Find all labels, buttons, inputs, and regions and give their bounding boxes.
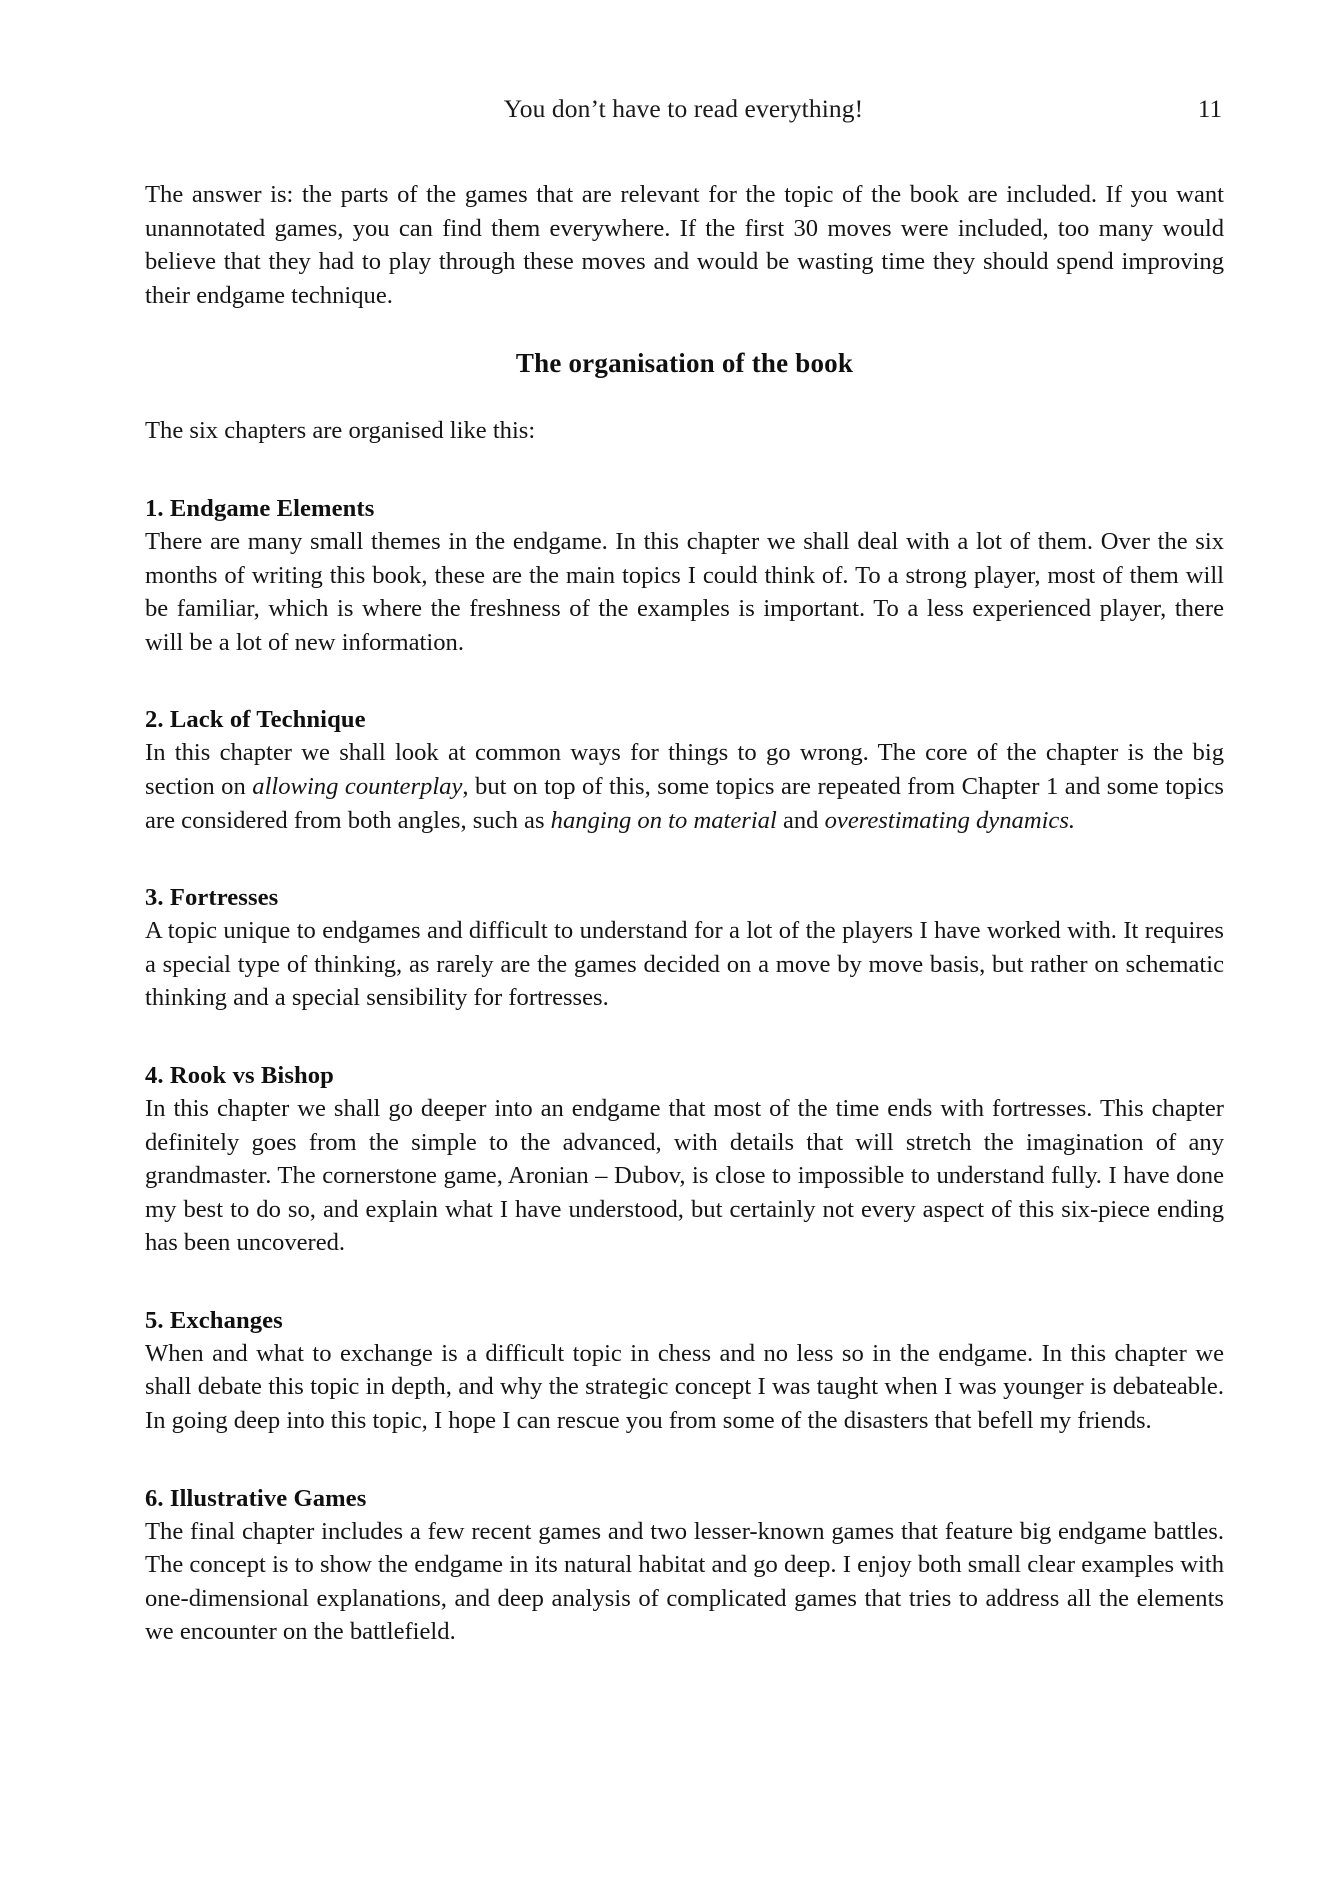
spacer bbox=[145, 659, 1224, 703]
chapter-heading: 6. Illustrative Games bbox=[145, 1484, 367, 1512]
text-run: , but on top of this, some topics are repeated from Chapter 1 and some topics are considered from both angles, such as bbox=[145, 772, 1224, 834]
chapter-heading: 1. Endgame Elements bbox=[145, 494, 375, 522]
text-run: and bbox=[776, 806, 825, 834]
spacer bbox=[145, 380, 1224, 414]
chapter-heading: 2. Lack of Technique bbox=[145, 706, 366, 734]
chapter-paragraph bbox=[145, 1337, 1224, 1438]
emphasised-term: hanging on to material bbox=[550, 806, 777, 834]
chapter-heading: 4. Rook vs Bishop bbox=[145, 1061, 334, 1089]
running-head bbox=[145, 94, 1222, 134]
lead-in-paragraph: The six chapters are organised like this: bbox=[145, 417, 536, 445]
spacer bbox=[145, 448, 1224, 492]
text-run: In this chapter we shall look at common ways for things to go wrong. The core of the chapter is the big section on bbox=[145, 739, 1224, 800]
emphasised-term: allowing counterplay bbox=[252, 772, 463, 800]
chapter-list bbox=[145, 492, 1224, 1649]
chapter-heading: 5. Exchanges bbox=[145, 1306, 283, 1334]
spacer bbox=[145, 1438, 1224, 1482]
chapter-heading: 3. Fortresses bbox=[145, 884, 279, 912]
text-run: When and what to exchange is a difficult topic in chess and no less so in the endgame. In this chapter we shall debate this topic in depth, and why the strategic concept I was taught when I was younger is debateable. In going deep into this topic, I hope I can rescue you from some of the disasters that befell my friends. bbox=[145, 1339, 1224, 1435]
text-run: The final chapter includes a few recent games and two lesser-known games that feature big endgame battles. The concept is to show the endgame in its natural habitat and go deep. I enjoy both small clear examples with one-dimensional explanations, and deep analysis of complicated games that tries to address all the elements we encounter on the battlefield. bbox=[145, 1517, 1224, 1646]
chapter-paragraph bbox=[145, 736, 1224, 837]
emphasised-term: overestimating dynamics. bbox=[824, 806, 1076, 834]
spacer bbox=[145, 837, 1224, 881]
spacer bbox=[145, 1015, 1224, 1059]
spacer bbox=[145, 1260, 1224, 1304]
text-block bbox=[145, 178, 1224, 1649]
chapter-paragraph bbox=[145, 1092, 1224, 1260]
spacer bbox=[145, 312, 1224, 346]
chapter-paragraph bbox=[145, 1515, 1224, 1649]
chapter-paragraph bbox=[145, 914, 1224, 1015]
text-run: There are many small themes in the endgame. In this chapter we shall deal with a lot of them. Over the six months of writing this book, these are the main topics I could think of. To a strong player, most of them will be familiar, which is where the freshness of the examples is important. To a less experienced player, there will be a lot of new information. bbox=[145, 527, 1224, 656]
text-run: A topic unique to endgames and difficult to understand for a lot of the players I have worked with. It requires a special type of thinking, as rarely are the games decided on a move by move basis, but rather on schematic thinking and a special sensibility for fortresses. bbox=[145, 917, 1224, 1012]
running-head-title: You don’t have to read everything! bbox=[503, 94, 864, 123]
section-heading: The organisation of the book bbox=[515, 348, 854, 379]
text-run: In this chapter we shall go deeper into an endgame that most of the time ends with fortresses. This chapter definitely goes from the simple to the advanced, with details that will stretch the imagination of any grandmaster. The cornerstone game, Aronian – Dubov, is close to impossible to understand fully. I have done my best to do so, and explain what I have understood, but certainly not every aspect of this six-piece ending has been uncovered. bbox=[145, 1094, 1224, 1257]
chapter-paragraph bbox=[145, 525, 1224, 659]
intro-paragraph: The answer is: the parts of the games that are relevant for the topic of the book are included. If you want unannotated games, you can find them everywhere. If the first 30 moves were included, too many would believe that they had to play through these moves and would be wasting time they should spend improving their endgame technique. bbox=[145, 181, 1224, 309]
page-number: 11 bbox=[1197, 96, 1222, 123]
